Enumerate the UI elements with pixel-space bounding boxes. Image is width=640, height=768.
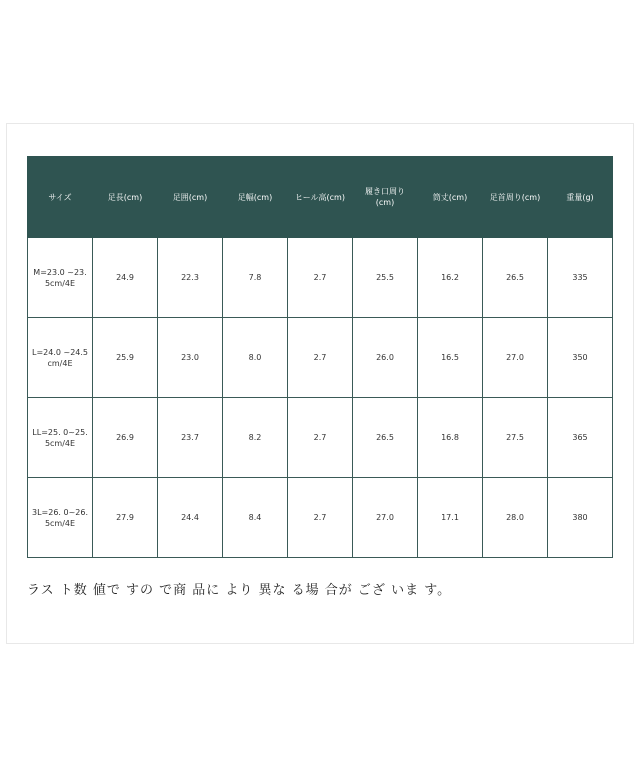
shaft-height-cell: 17.1 [418,478,483,558]
table-row [28,238,613,318]
table-row [28,398,613,478]
header-opening-circumference: 履き口周り(cm) [353,157,418,238]
foot-girth-cell: 22.3 [158,238,223,318]
size-cell: 3L=26. 0~26.5cm/4E [28,478,93,558]
header-weight: 重量(g) [548,157,613,238]
header-ankle-circumference: 足首周り(cm) [483,157,548,238]
header-heel-height: ヒール高(cm) [288,157,353,238]
foot-length-cell: 26.9 [93,398,158,478]
foot-width-cell: 8.4 [223,478,288,558]
size-cell: M=23.0 ~23.5cm/4E [28,238,93,318]
weight-cell: 350 [548,318,613,398]
size-table [27,156,613,558]
heel-height-cell: 2.7 [288,318,353,398]
table-row [28,318,613,398]
foot-width-cell: 7.8 [223,238,288,318]
weight-cell: 365 [548,398,613,478]
opening-circumference-cell: 27.0 [353,478,418,558]
foot-width-cell: 8.2 [223,398,288,478]
weight-cell: 335 [548,238,613,318]
foot-girth-cell: 24.4 [158,478,223,558]
foot-girth-cell: 23.0 [158,318,223,398]
heel-height-cell: 2.7 [288,238,353,318]
header-shaft-height: 筒丈(cm) [418,157,483,238]
measurement-disclaimer: ラス ト数 値で すの で商 品に より 異な る場 合が ござ いま す。 [27,583,452,598]
opening-circumference-cell: 26.0 [353,318,418,398]
size-table-header [28,157,613,238]
shaft-height-cell: 16.8 [418,398,483,478]
opening-circumference-cell: 25.5 [353,238,418,318]
ankle-circumference-cell: 28.0 [483,478,548,558]
ankle-circumference-cell: 26.5 [483,238,548,318]
header-foot-width: 足幅(cm) [223,157,288,238]
ankle-circumference-cell: 27.5 [483,398,548,478]
opening-circumference-cell: 26.5 [353,398,418,478]
header-row [28,157,613,238]
foot-length-cell: 25.9 [93,318,158,398]
weight-cell: 380 [548,478,613,558]
shaft-height-cell: 16.5 [418,318,483,398]
heel-height-cell: 2.7 [288,398,353,478]
foot-length-cell: 24.9 [93,238,158,318]
header-foot-girth: 足囲(cm) [158,157,223,238]
ankle-circumference-cell: 27.0 [483,318,548,398]
header-foot-length: 足長(cm) [93,157,158,238]
shaft-height-cell: 16.2 [418,238,483,318]
table-row [28,478,613,558]
foot-width-cell: 8.0 [223,318,288,398]
foot-length-cell: 27.9 [93,478,158,558]
size-table-body [28,238,613,558]
foot-girth-cell: 23.7 [158,398,223,478]
heel-height-cell: 2.7 [288,478,353,558]
size-cell: L=24.0 ~24.5cm/4E [28,318,93,398]
size-cell: LL=25. 0~25.5cm/4E [28,398,93,478]
header-size: サイズ [28,157,93,238]
